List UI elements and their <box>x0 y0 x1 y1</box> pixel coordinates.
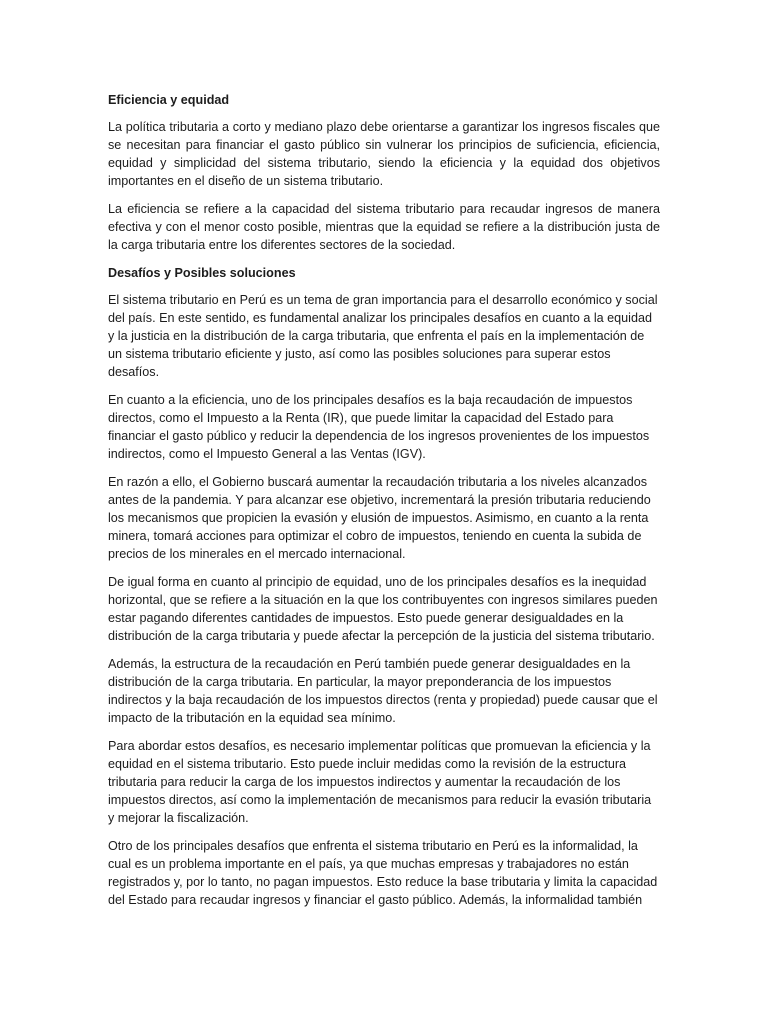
section-heading-desafios: Desafíos y Posibles soluciones <box>108 266 296 280</box>
paragraph-definicion-eficiencia: La eficiencia se refiere a la capacidad del sistema tributario para recaudar ingresos de manera efectiva y con el menor costo posible, mientras que la equidad se refiere a la distribución justa de la carga tributaria entre los diferentes sectores de la sociedad. <box>108 202 660 252</box>
paragraph-informalidad: Otro de los principales desafíos que enfrenta el sistema tributario en Perú es la informalidad, la cual es un problema importante en el país, ya que muchas empresas y trabajadores no están registrados y, por lo tanto, no pagan impuestos. Esto reduce la base tributaria y limita la capacidad del Estado para recaudar ingresos y financiar el gasto público. Además, la informalidad también <box>108 839 658 907</box>
paragraph-gobierno-recaudacion: En razón a ello, el Gobierno buscará aumentar la recaudación tributaria a los niveles alcanzados antes de la pandemia. Y para alcanzar ese objetivo, incrementará la presión tributaria reduciendo los mecanismos que propicien la evasión y elusión de impuestos. Asimismo, en cuanto a la renta minera, tomará acciones para optimizar el cobro de impuestos, teniendo en cuenta la subida de precios de los minerales en el mercado internacional. <box>108 475 651 561</box>
paragraph-politica-tributaria: La política tributaria a corto y mediano plazo debe orientarse a garantizar los ingresos fiscales que se necesitan para financiar el gasto público sin vulnerar los principios de suficiencia, eficiencia, equidad y simplicidad del sistema tributario, siendo la eficiencia y la equidad dos objetivos importantes en el diseño de un sistema tributario. <box>108 120 660 188</box>
paragraph-sistema-tributario-peru: El sistema tributario en Perú es un tema de gran importancia para el desarrollo económico y social del país. En este sentido, es fundamental analizar los principales desafíos en cuanto a la equidad y la justicia en la distribución de la carga tributaria, que enfrenta el país en la implementación de un sistema tributario eficiente y justo, así como las posibles soluciones para superar estos desafíos. <box>108 293 658 379</box>
paragraph-baja-recaudacion: En cuanto a la eficiencia, uno de los principales desafíos es la baja recaudación de impuestos directos, como el Impuesto a la Renta (IR), que puede limitar la capacidad del Estado para financiar el gasto público y reducir la dependencia de los ingresos provenientes de los impuestos indirectos, como el Impuesto General a las Ventas (IGV). <box>108 393 650 461</box>
paragraph-estructura-recaudacion: Además, la estructura de la recaudación en Perú también puede generar desigualdades en la distribución de la carga tributaria. En particular, la mayor preponderancia de los impuestos indirectos y la baja recaudación de los impuestos directos (renta y propiedad) puede causar que el impacto de la tributación en la equidad sea mínimo. <box>108 657 658 725</box>
section-heading-eficiencia: Eficiencia y equidad <box>108 93 230 107</box>
paragraph-abordar-desafios: Para abordar estos desafíos, es necesario implementar políticas que promuevan la eficiencia y la equidad en el sistema tributario. Esto puede incluir medidas como la revisión de la estructura tributaria para reducir la carga de los impuestos indirectos y aumentar la recaudación de los impuestos directos, así como la implementación de mecanismos para reducir la evasión tributaria y mejorar la fiscalización. <box>108 739 652 825</box>
paragraph-inequidad-horizontal: De igual forma en cuanto al principio de equidad, uno de los principales desafíos es la inequidad horizontal, que se refiere a la situación en la que los contribuyentes con ingresos similares pueden estar pagando diferentes cantidades de impuestos. Esto puede generar desigualdades en la distribución de la carga tributaria y puede afectar la percepción de la justicia del sistema tributario. <box>108 575 658 643</box>
